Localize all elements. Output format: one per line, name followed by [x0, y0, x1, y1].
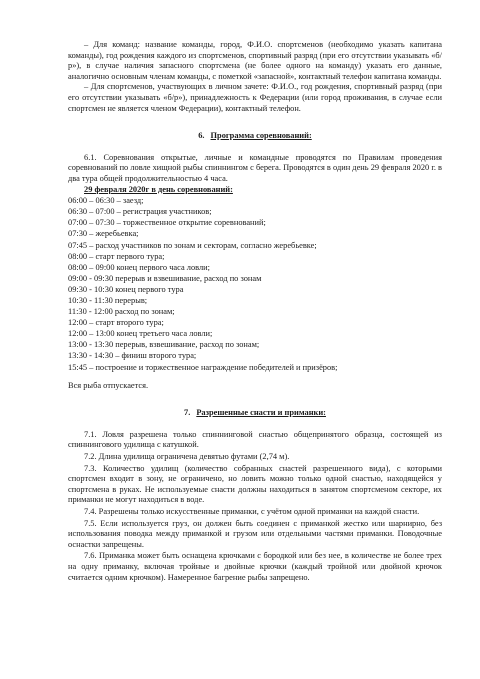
schedule-item: 12:00 – старт второго тура;: [68, 318, 164, 328]
section-7-heading: [68, 408, 442, 419]
schedule-item: 15:45 – построение и торжественное награждение победителей и призёров;: [68, 362, 338, 372]
individual-requirements-paragraph: – Для спортсменов, участвующих в личном зачете: Ф.И.О., год рождения, спортивный разряд (при его отсутствии указывать «б/р»), принадлежность к Федерации (или город проживания, в случае если спортсмен не является членом Федерации), контактный телефон.: [68, 82, 442, 113]
competition-date-line: 29 февраля 2020г в день соревнований:: [84, 184, 233, 194]
schedule-item: 09:30 - 10:30 конец первого тура: [68, 284, 184, 294]
clause-7-4: 7.4. Разрешены только искусственные приманки, с учётом одной приманки на каждой снасти.: [84, 506, 420, 516]
clause-7-3: 7.3. Количество удилищ (количество собранных снастей разрешенного вида), с которыми спортсмен входит в зону, не ограничено, но ловить можно только одной снастью, находящейся у спортсмена в руках. Не используемые снасти должны находиться в занятом спортсменом секторе, их приманки не могут находиться в воде.: [68, 463, 442, 505]
clause-7-2: 7.2. Длина удилища ограничена девятью футами (2,74 м).: [84, 452, 290, 461]
schedule-item: 09:00 - 09:30 перерыв и взвешивание, расход по зонам: [68, 273, 262, 283]
clause-7-1: 7.1. Ловля разрешена только спиннинговой снастью общепринятого образца, состоящей из спиннингового удилища с катушкой.: [68, 429, 442, 450]
schedule-item: 07:30 – жеребьевка;: [68, 229, 139, 239]
schedule-item: 13:30 - 14:30 – финиш второго тура;: [68, 351, 197, 361]
section-6-number: 6.: [198, 131, 205, 141]
schedule-item: 13:00 - 13:30 перерыв, взвешивание, расход по зонам;: [68, 340, 260, 350]
schedule-item: 08:00 – старт первого тура;: [68, 251, 165, 261]
section-6-intro: 6.1. Соревнования открытые, личные и командные проводятся по Правилам проведения соревнований по ловле хищной рыбы спиннингом с берега. Проводятся в один день 29 февраля 2020 г. в два тура общей продолжительностью 4 часа.: [68, 152, 442, 183]
schedule-list: [68, 195, 442, 373]
schedule-item: 12:00 – 13:00 конец третьего часа ловли;: [68, 329, 213, 339]
fish-release-note: Вся рыба отпускается.: [68, 380, 149, 390]
clause-7-5: 7.5. Если используется груз, он должен быть соединен с приманкой жестко или шарнирно, без использования поводка между приманкой и грузом или отдельными частями приманки. Поводочные оснастки запрещены.: [68, 518, 442, 549]
section-7-body: [68, 430, 442, 583]
schedule-item: 06:00 – 06:30 – заезд;: [68, 196, 144, 206]
schedule-item: 06:30 – 07:00 – регистрация участников;: [68, 207, 212, 217]
clause-7-6: 7.6. Приманка может быть оснащена крючками с бородкой или без нее, в количестве не более трех на одну приманку, включая тройные и двойные крючки (каждый тройной или двойной крючок считается одним крючком). Намеренное багрение рыбы запрещено.: [68, 551, 442, 582]
schedule-item: 10:30 - 11:30 перерыв;: [68, 295, 148, 305]
schedule-item: 07:45 – расход участников по зонам и секторам, согласно жеребьевке;: [68, 240, 317, 250]
section-6-heading: [68, 131, 442, 142]
team-requirements-paragraph: – Для команд: название команды, город, Ф.И.О. спортсменов (необходимо указать капитана команды), год рождения каждого из спортсменов, спортивный разряд (при его отсутствии указывать «б/р»), в случае наличия запасного спортсмена (не более одного на команду) указать его данные, аналогично основным членам команды, с пометкой «запасной», контактный телефон капитана команды.: [68, 40, 442, 81]
schedule-item: 08:00 – 09:00 конец первого часа ловли;: [68, 262, 210, 272]
section-7-title: Разрешенные снасти и приманки:: [196, 408, 326, 418]
schedule-item: 07:00 – 07:30 – торжественное открытие соревнований;: [68, 218, 266, 228]
section-6-title: Программа соревнований:: [210, 131, 312, 141]
section-7-number: 7.: [184, 408, 191, 418]
schedule-item: 11:30 - 12:00 расход по зонам;: [68, 307, 175, 317]
